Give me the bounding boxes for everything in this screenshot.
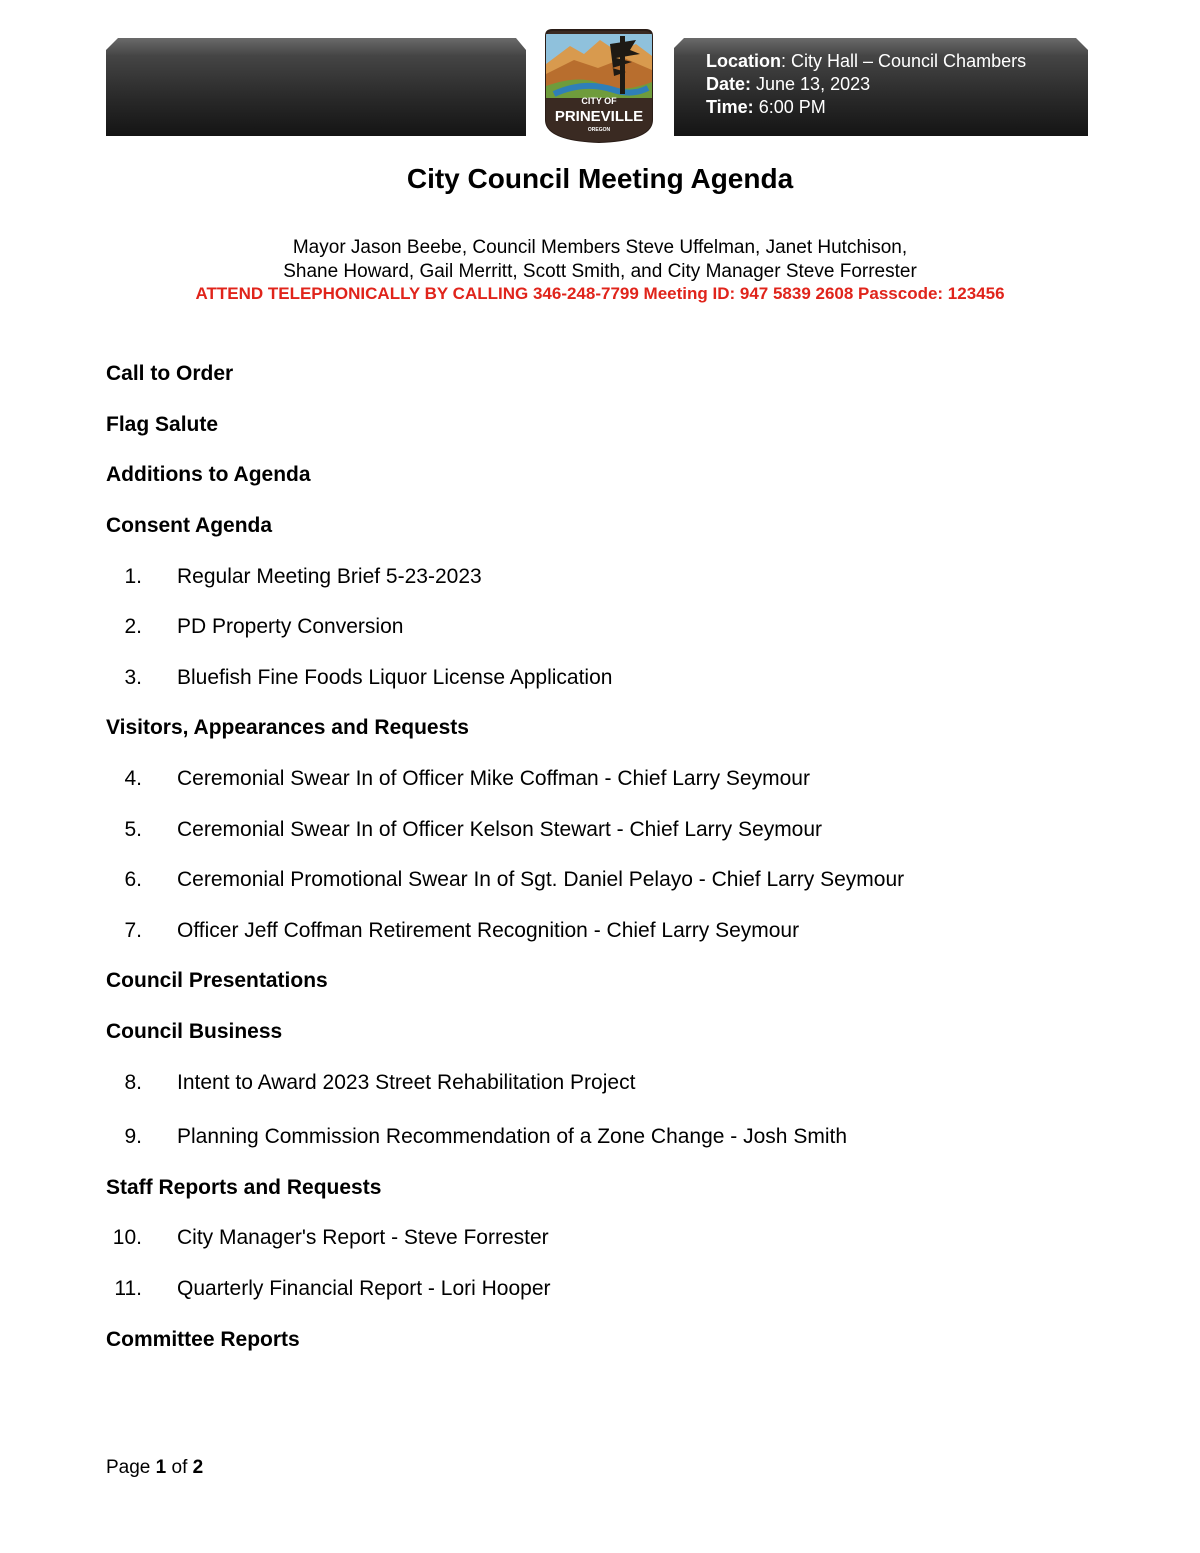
- section-visitors: Visitors, Appearances and Requests: [106, 716, 469, 739]
- list-item: 1. Regular Meeting Brief 5-23-2023: [124, 565, 482, 588]
- list-item: 5. Ceremonial Swear In of Officer Kelson Stewart - Chief Larry Seymour: [124, 818, 823, 841]
- section-committee: Committee Reports: [106, 1328, 300, 1351]
- list-item: 3. Bluefish Fine Foods Liquor License Application: [124, 666, 613, 689]
- meeting-location: Location: City Hall – Council Chambers: [706, 51, 1027, 71]
- list-item: 8. Intent to Award 2023 Street Rehabilitation Project: [124, 1071, 636, 1094]
- logo-line2: PRINEVILLE: [554, 108, 644, 125]
- phone-notice: ATTEND TELEPHONICALLY BY CALLING 346-248-7799 Meeting ID: 947 5839 2608 Passcode: 123456: [195, 284, 1005, 303]
- city-seal-icon: [540, 28, 658, 144]
- section-business: Council Business: [106, 1020, 283, 1043]
- list-item: 7. Officer Jeff Coffman Retirement Recognition - Chief Larry Seymour: [124, 919, 800, 942]
- attendees-line2: Shane Howard, Gail Merritt, Scott Smith, and City Manager Steve Forrester: [283, 261, 917, 282]
- page-number: Page 1 of 2: [106, 1457, 204, 1478]
- section-flag-salute: Flag Salute: [106, 413, 219, 436]
- list-item: 6. Ceremonial Promotional Swear In of Sgt. Daniel Pelayo - Chief Larry Seymour: [124, 868, 905, 891]
- list-item: 10. City Manager's Report - Steve Forrester: [112, 1226, 549, 1249]
- attendees-line1: Mayor Jason Beebe, Council Members Steve Uffelman, Janet Hutchison,: [292, 237, 908, 258]
- page-title: City Council Meeting Agenda: [406, 163, 794, 194]
- section-staff: Staff Reports and Requests: [106, 1176, 382, 1199]
- header-banner-left: [106, 38, 526, 136]
- meeting-date: Date: June 13, 2023: [706, 74, 871, 94]
- list-item: 9. Planning Commission Recommendation of a Zone Change - Josh Smith: [124, 1125, 848, 1148]
- meeting-info: [706, 50, 1026, 119]
- meeting-time: Time: 6:00 PM: [706, 97, 826, 117]
- list-item: 11. Quarterly Financial Report - Lori Hooper: [114, 1277, 551, 1300]
- section-consent: Consent Agenda: [106, 514, 273, 537]
- list-item: 4. Ceremonial Swear In of Officer Mike Coffman - Chief Larry Seymour: [124, 767, 810, 790]
- section-call-to-order: Call to Order: [106, 362, 234, 385]
- logo-line1: CITY OF: [581, 96, 617, 106]
- list-item: 2. PD Property Conversion: [124, 615, 404, 638]
- attendees: [0, 236, 1200, 284]
- section-additions: Additions to Agenda: [106, 463, 311, 486]
- section-presentations: Council Presentations: [106, 969, 328, 992]
- logo-line3: OREGON: [587, 127, 611, 133]
